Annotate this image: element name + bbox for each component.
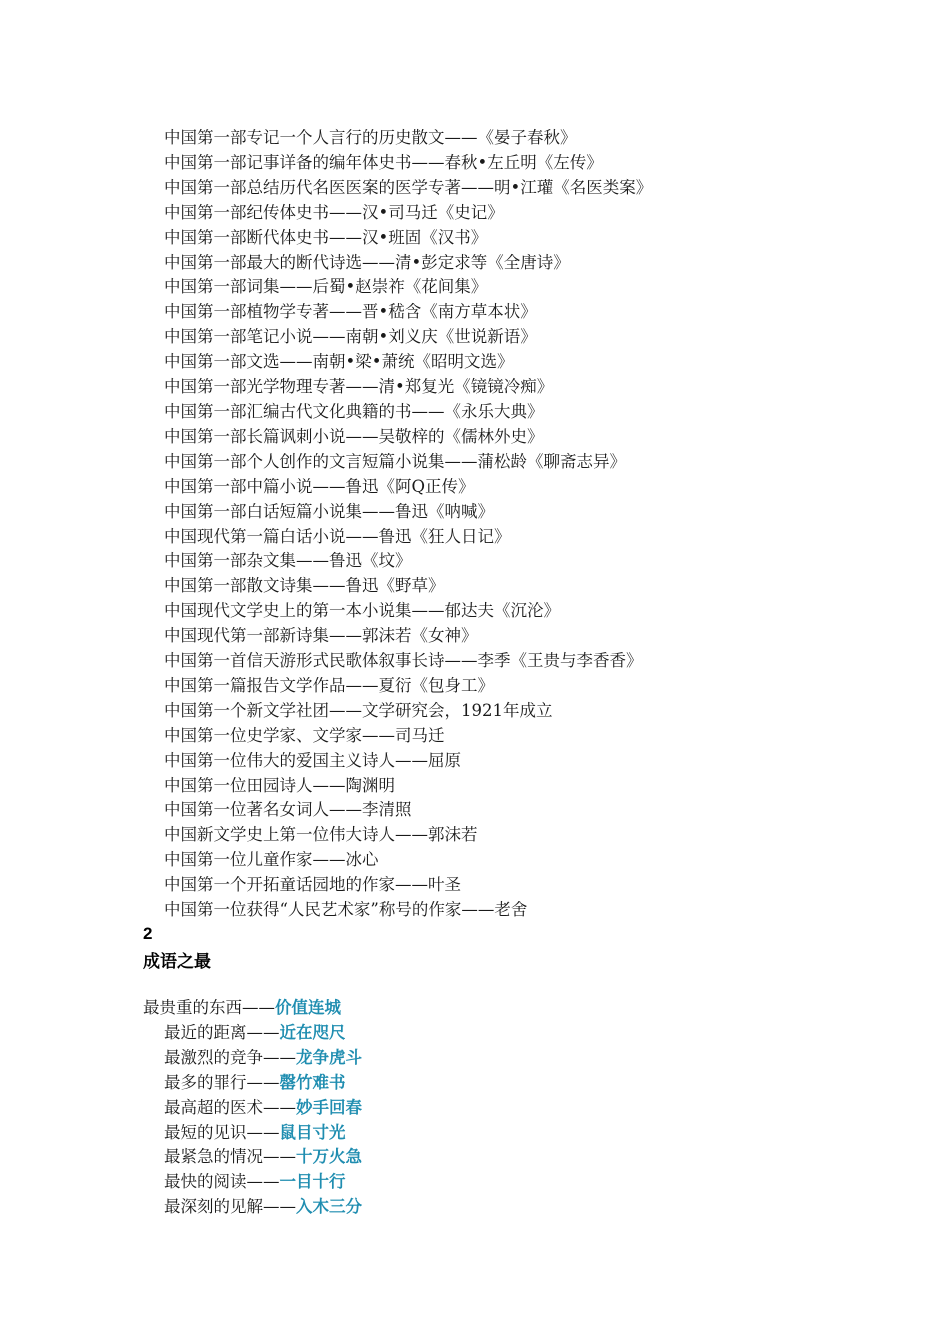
list-item: 中国第一首信天游形式民歌体叙事长诗——李季《王贵与李香香》	[164, 651, 643, 671]
china-firsts-list	[164, 126, 652, 923]
idiom-item	[143, 996, 362, 1021]
idiom-question: 最多的罪行——	[164, 1072, 280, 1092]
list-item: 中国第一部断代体史书——汉•班固《汉书》	[164, 227, 488, 247]
idiom-item	[143, 1145, 362, 1170]
idiom-answer: 一目十行	[279, 1172, 346, 1192]
section-number: 2	[143, 924, 153, 943]
list-item: 中国第一部杂文集——鲁迅《坟》	[164, 551, 412, 571]
list-item: 中国第一部植物学专著——晋•嵇含《南方草本状》	[164, 302, 537, 322]
idiom-question: 最贵重的东西——	[143, 998, 275, 1017]
list-item: 中国第一个开拓童话园地的作家——叶圣	[164, 875, 461, 895]
list-item: 中国第一位史学家、文学家——司马迁	[164, 725, 445, 745]
idiom-answer: 近在咫尺	[279, 1022, 346, 1042]
list-item: 中国现代文学史上的第一本小说集——郁达夫《沉沦》	[164, 601, 560, 621]
list-item: 中国第一篇报告文学作品——夏衍《包身工》	[164, 675, 494, 695]
list-item: 中国第一位著名女词人——李清照	[164, 800, 412, 820]
list-item: 中国第一部笔记小说——南朝•刘义庆《世说新语》	[164, 327, 537, 347]
idiom-answer: 鼠目寸光	[279, 1122, 346, 1142]
list-item: 中国第一位儿童作家——冰心	[164, 850, 379, 870]
idiom-item	[143, 1071, 362, 1096]
list-item: 中国第一部中篇小说——鲁迅《阿Q正传》	[164, 476, 475, 496]
idiom-answer: 入木三分	[296, 1197, 362, 1217]
idiom-question: 最快的阅读——	[164, 1172, 280, 1192]
list-item: 中国第一部词集——后蜀•赵崇祚《花间集》	[164, 277, 488, 297]
list-item: 中国第一位田园诗人——陶渊明	[164, 775, 395, 795]
idiom-question: 最激烈的竞争——	[164, 1047, 296, 1067]
idiom-question: 最紧急的情况——	[164, 1147, 296, 1167]
list-item: 中国第一个新文学社团——文学研究会，1921年成立	[164, 700, 553, 720]
list-item: 中国第一部个人创作的文言短篇小说集——蒲松龄《聊斋志异》	[164, 451, 626, 471]
idiom-item	[143, 1046, 362, 1071]
list-item: 中国第一部光学物理专著——清•郑复光《镜镜冷痴》	[164, 377, 554, 397]
section-title: 成语之最	[143, 952, 211, 972]
list-item: 中国第一部散文诗集——鲁迅《野草》	[164, 576, 445, 596]
list-item: 中国第一位获得“人民艺术家”称号的作家——老舍	[164, 900, 528, 920]
idiom-answer: 价值连城	[275, 998, 341, 1017]
list-item: 中国第一位伟大的爱国主义诗人——屈原	[164, 750, 461, 770]
idiom-item	[143, 1170, 362, 1195]
idiom-question: 最近的距离——	[164, 1022, 280, 1042]
list-item: 中国第一部长篇讽刺小说——吴敬梓的《儒林外史》	[164, 426, 544, 446]
idiom-answer: 十万火急	[296, 1147, 362, 1167]
idiom-item	[143, 1021, 362, 1046]
list-item: 中国第一部最大的断代诗选——清•彭定求等《全唐诗》	[164, 252, 570, 272]
idiom-answer: 罄竹难书	[279, 1072, 346, 1092]
idiom-question: 最高超的医术——	[164, 1097, 296, 1117]
list-item: 中国第一部纪传体史书——汉•司马迁《史记》	[164, 202, 504, 222]
idiom-question: 最短的见识——	[164, 1122, 280, 1142]
list-item: 中国第一部总结历代名医医案的医学专著——明•江瓘《名医类案》	[164, 177, 653, 197]
idiom-item	[143, 1121, 362, 1146]
idiom-answer: 龙争虎斗	[296, 1047, 362, 1067]
idiom-superlatives-list	[143, 996, 362, 1220]
idiom-item	[143, 1096, 362, 1121]
idiom-answer: 妙手回春	[296, 1097, 362, 1117]
list-item: 中国现代第一篇白话小说——鲁迅《狂人日记》	[164, 526, 511, 546]
idiom-question: 最深刻的见解——	[164, 1197, 296, 1217]
list-item: 中国第一部白话短篇小说集——鲁迅《呐喊》	[164, 501, 494, 521]
list-item: 中国第一部记事详备的编年体史书——春秋•左丘明《左传》	[164, 152, 603, 172]
list-item: 中国第一部汇编古代文化典籍的书——《永乐大典》	[164, 401, 544, 421]
list-item: 中国现代第一部新诗集——郭沫若《女神》	[164, 626, 478, 646]
list-item: 中国第一部专记一个人言行的历史散文——《晏子春秋》	[164, 128, 577, 147]
idiom-item	[143, 1195, 362, 1220]
list-item: 中国新文学史上第一位伟大诗人——郭沫若	[164, 825, 478, 845]
list-item: 中国第一部文选——南朝•梁•萧统《昭明文选》	[164, 352, 514, 372]
